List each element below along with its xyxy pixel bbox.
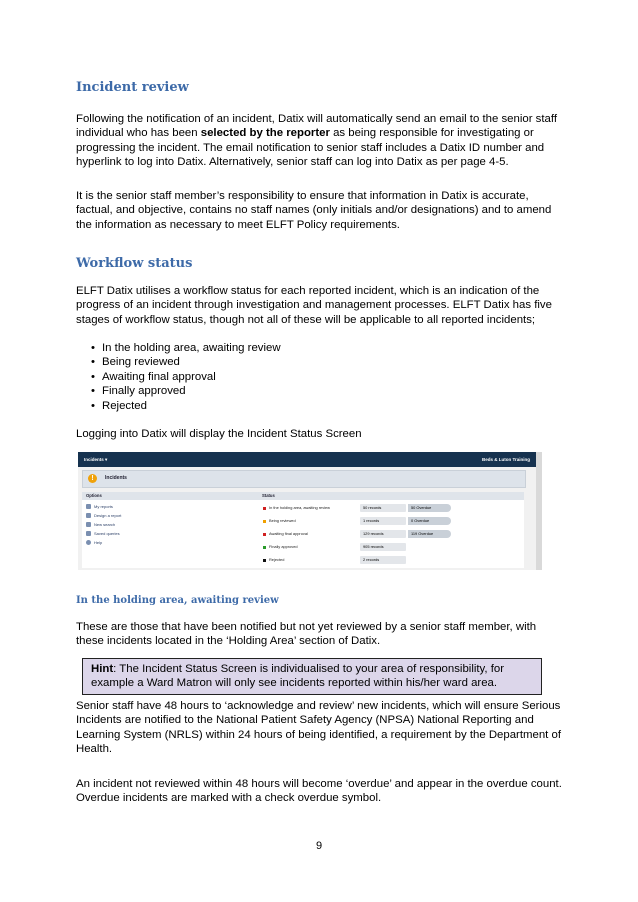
list-item: • In the holding area, awaiting review xyxy=(76,341,556,355)
screenshot-user: Beds & Luton Training xyxy=(482,457,530,462)
option-saved-queries xyxy=(86,531,120,536)
option-label: New search xyxy=(94,522,116,527)
list-item: • Awaiting final approval xyxy=(76,370,556,384)
para1-text: Following the notification of an incident, Datix will automatically send an email to the senior staff individual who has been xyxy=(76,113,557,140)
saved-queries-icon xyxy=(86,531,91,536)
screenshot-title-bar xyxy=(82,470,526,488)
status-marker-icon xyxy=(263,546,266,549)
paragraph-overdue: An incident not reviewed within 48 hours will become ‘overdue’ and appear in the overdue count. Overdue incidents are marked with a check overdue symbol. xyxy=(76,778,562,805)
para1-bold: selected by the reporter xyxy=(200,127,330,140)
heading-holding-area: In the holding area, awaiting review xyxy=(76,595,279,606)
status-name: Being reviewed xyxy=(269,518,296,523)
page-number: 9 xyxy=(315,840,323,852)
hint-label: Hint xyxy=(91,663,114,675)
status-name: Finally approved xyxy=(269,544,298,549)
incident-status-screenshot xyxy=(78,452,542,570)
heading-incident-review: Incident review xyxy=(76,80,189,95)
option-label: Help xyxy=(94,540,103,545)
option-my-reports xyxy=(86,504,113,509)
status-row-awaiting-approval xyxy=(260,530,451,538)
para1-text-after: as being responsible for investigating or progressing the incident. The email notification to senior staff includes a Datix ID number and hyperlink to log into Datix. Alternatively, senior staff can log into Datix as per page 4-5. xyxy=(76,127,545,169)
option-help xyxy=(86,540,102,545)
status-marker-icon xyxy=(263,507,266,510)
report-icon xyxy=(86,504,91,509)
option-design-report xyxy=(86,513,121,518)
status-marker-icon xyxy=(263,533,266,536)
status-header: Status xyxy=(258,492,524,500)
paragraph-holding-area: These are those that have been notified but not yet reviewed by a senior staff member, with these incidents located in the ‘Holding Area’ section of Datix. xyxy=(76,621,537,648)
status-marker-icon xyxy=(263,559,266,562)
heading-workflow-status: Workflow status xyxy=(76,256,193,271)
option-new-search xyxy=(86,522,115,527)
status-name: Awaiting final approval xyxy=(269,531,308,536)
design-icon xyxy=(86,513,91,518)
paragraph-notification xyxy=(76,112,566,170)
status-row-holding xyxy=(260,504,451,512)
list-item: • Finally approved xyxy=(76,384,556,398)
status-records: 905 records xyxy=(360,543,406,551)
paragraph-logging: Logging into Datix will display the Incident Status Screen xyxy=(76,428,362,440)
list-item: • Rejected xyxy=(76,399,556,413)
status-marker-icon xyxy=(263,520,266,523)
status-name: Rejected xyxy=(269,557,285,562)
status-records: 129 records xyxy=(360,530,406,538)
status-overdue: 50 Overdue xyxy=(408,504,451,512)
alert-icon: ! xyxy=(88,474,97,483)
screenshot-menu: Incidents ▾ xyxy=(84,456,108,462)
status-records: 50 records xyxy=(360,504,406,512)
status-records: 1 records xyxy=(360,517,406,525)
list-item: • Being reviewed xyxy=(76,355,556,369)
screenshot-menu-bar xyxy=(78,452,536,467)
workflow-stage-list xyxy=(76,341,556,413)
option-label: Design a report xyxy=(94,513,122,518)
option-label: Saved queries xyxy=(94,531,120,536)
options-header: Options xyxy=(82,492,258,500)
status-records: 2 records xyxy=(360,556,406,564)
paragraph-responsibility: It is the senior staff member’s responsibility to ensure that information in Datix is accurate, factual, and objective, contains no staff names (only initials and/or designations) and to amend the information as necessary to meet ELFT Policy requirements. xyxy=(76,190,552,231)
search-icon xyxy=(86,522,91,527)
screenshot-body xyxy=(82,492,524,568)
status-overdue: 119 Overdue xyxy=(408,530,451,538)
status-row-rejected xyxy=(260,556,406,564)
help-icon xyxy=(86,540,91,545)
paragraph-workflow: ELFT Datix utilises a workflow status for each reported incident, which is an indication of the progress of an incident through investigation and management processes. ELFT Datix has five stages of workflow status, though not all of these will be applicable to all reported incidents; xyxy=(76,285,552,326)
paragraph-48-hours: Senior staff have 48 hours to ‘acknowledge and review’ new incidents, which will ensure Serious Incidents are notified to the National Patient Safety Agency (NPSA) National Reporting and Learning System (NRLS) within 24 hours of being identified, a requirement by the Department of Health. xyxy=(76,700,561,756)
hint-box xyxy=(82,658,542,695)
option-label: My reports xyxy=(94,504,113,509)
screenshot-title: Incidents xyxy=(105,475,127,481)
status-row-being-reviewed xyxy=(260,517,451,525)
status-name: In the holding area, awaiting review xyxy=(269,505,330,510)
status-row-finally-approved xyxy=(260,543,406,551)
status-overdue: 0 Overdue xyxy=(408,517,451,525)
hint-text: : The Incident Status Screen is individualised to your area of responsibility, for example a Ward Matron will only see incidents reported within his/her ward area. xyxy=(91,663,505,690)
